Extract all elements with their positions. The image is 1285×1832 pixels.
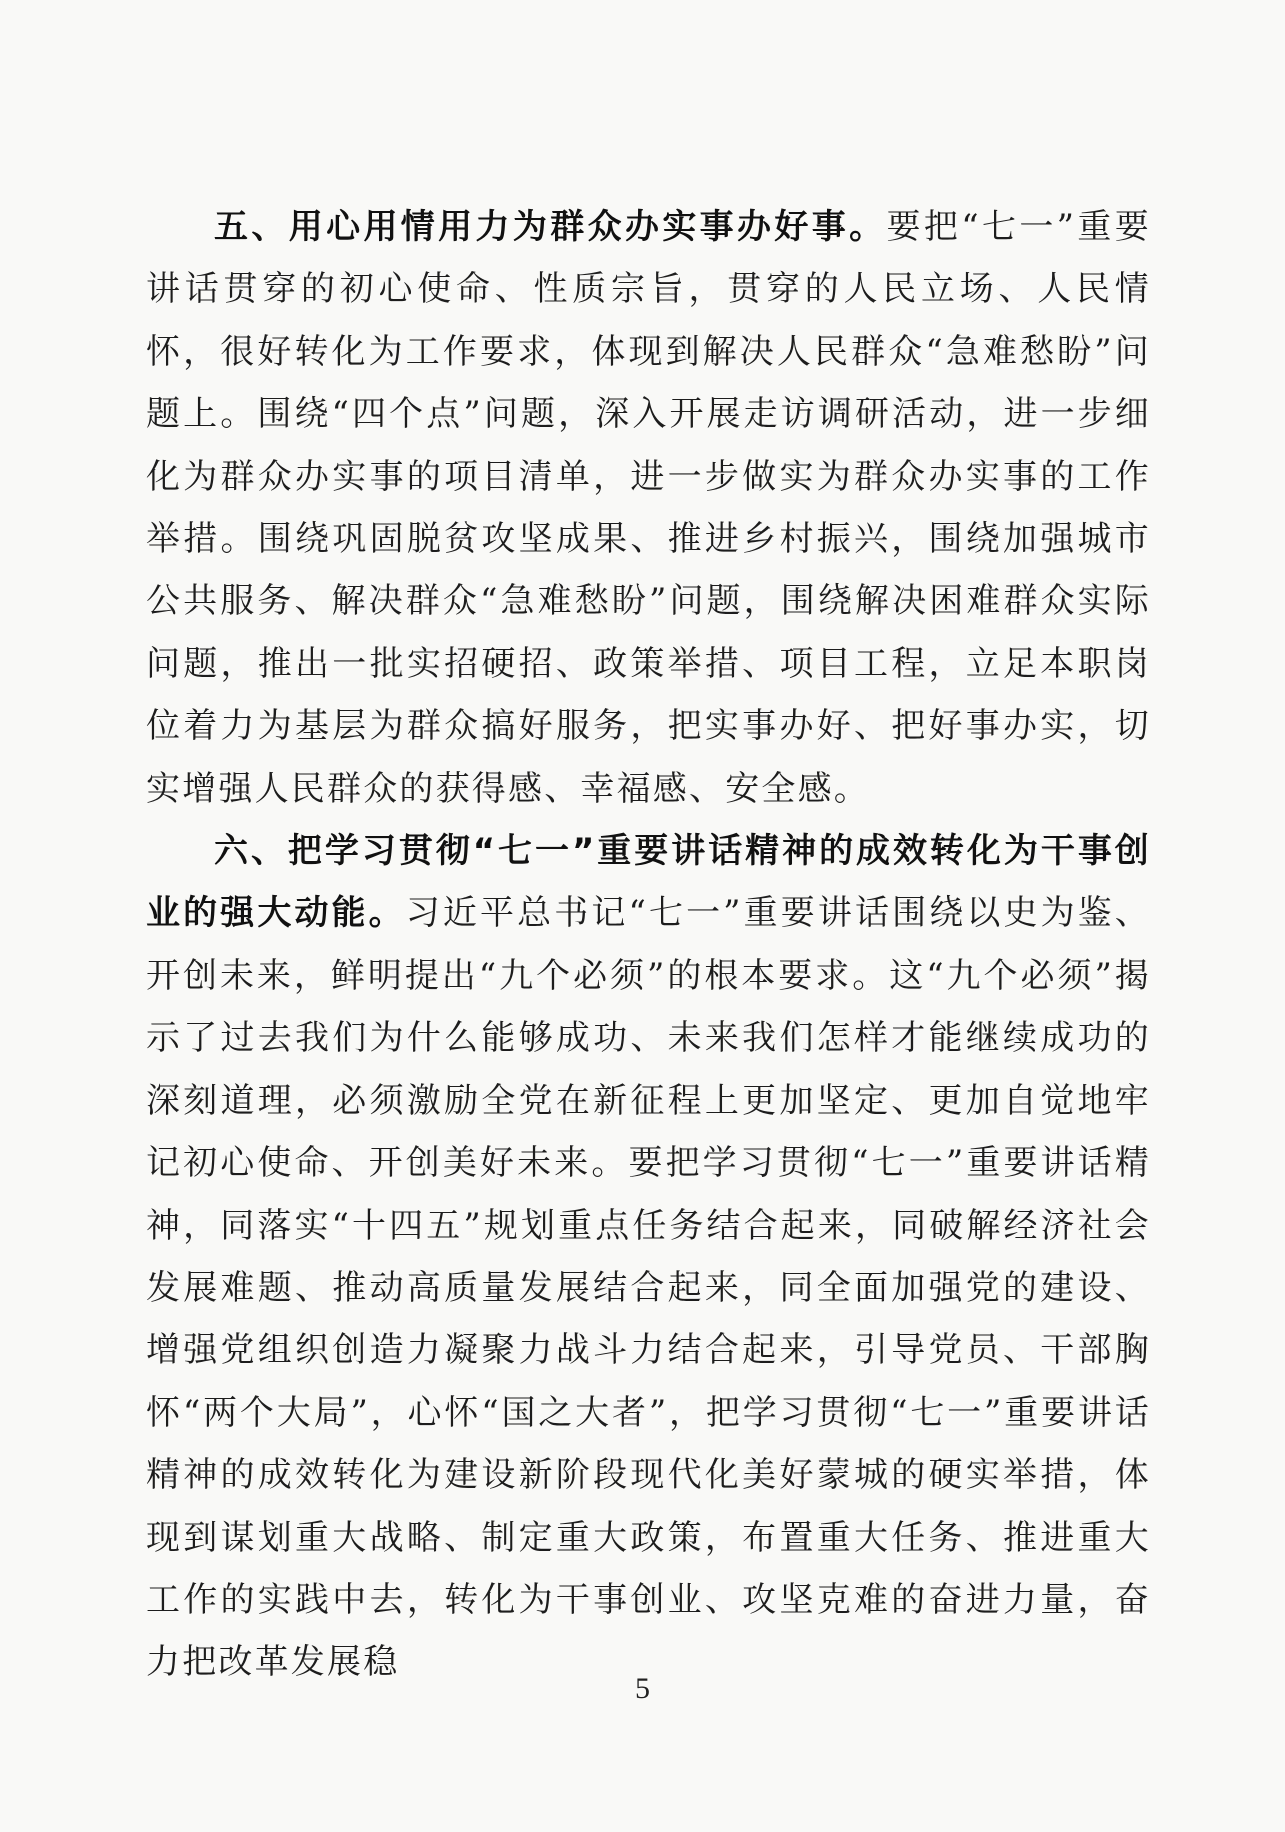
document-body bbox=[146, 196, 1151, 1694]
paragraph-body-6: 习近平总书记“七一”重要讲话围绕以史为鉴、开创未来，鲜明提出“九个必须”的根本要求。这“九个必须”揭示了过去我们为什么能够成功、未来我们怎样才能继续成功的深刻道理，必须激励全党在新征程上更加坚定、更加自觉地牢记初心使命、开创美好未来。要把学习贯彻“七一”重要讲话精神，同落实“十四五”规划重点任务结合起来，同破解经济社会发展难题、推动高质量发展结合起来，同全面加强党的建设、增强党组织创造力凝聚力战斗力结合起来，引导党员、干部胸怀“两个大局”，心怀“国之大者”，把学习贯彻“七一”重要讲话精神的成效转化为建设新阶段现代化美好蒙城的硬实举措，体现到谋划重大战略、制定重大政策，布置重大任务、推进重大工作的实践中去，转化为干事创业、攻坚克难的奋进力量，奋力把改革发展稳 bbox=[146, 893, 1151, 1683]
section-heading-5: 五、用心用情用力为群众办实事办好事。 bbox=[214, 207, 887, 247]
paragraph-6 bbox=[146, 820, 1151, 1694]
page-number: 5 bbox=[635, 1672, 650, 1705]
section-heading-6: 六、把学习贯彻“七一”重要讲话精神的成效转化为干事创业的强大动能。 bbox=[146, 831, 1151, 934]
paragraph-5 bbox=[146, 196, 1151, 820]
paragraph-body-5: 要把“七一”重要讲话贯穿的初心使命、性质宗旨，贯穿的人民立场、人民情怀，很好转化为工作要求，体现到解决人民群众“急难愁盼”问题上。围绕“四个点”问题，深入开展走访调研活动，进一步细化为群众办实事的项目清单，进一步做实为群众办实事的工作举措。围绕巩固脱贫攻坚成果、推进乡村振兴，围绕加强城市公共服务、解决群众“急难愁盼”问题，围绕解决困难群众实际问题，推出一批实招硬招、政策举措、项目工程，立足本职岗位着力为基层为群众搞好服务，把实事办好、把好事办实，切实增强人民群众的获得感、幸福感、安全感。 bbox=[146, 207, 1151, 809]
